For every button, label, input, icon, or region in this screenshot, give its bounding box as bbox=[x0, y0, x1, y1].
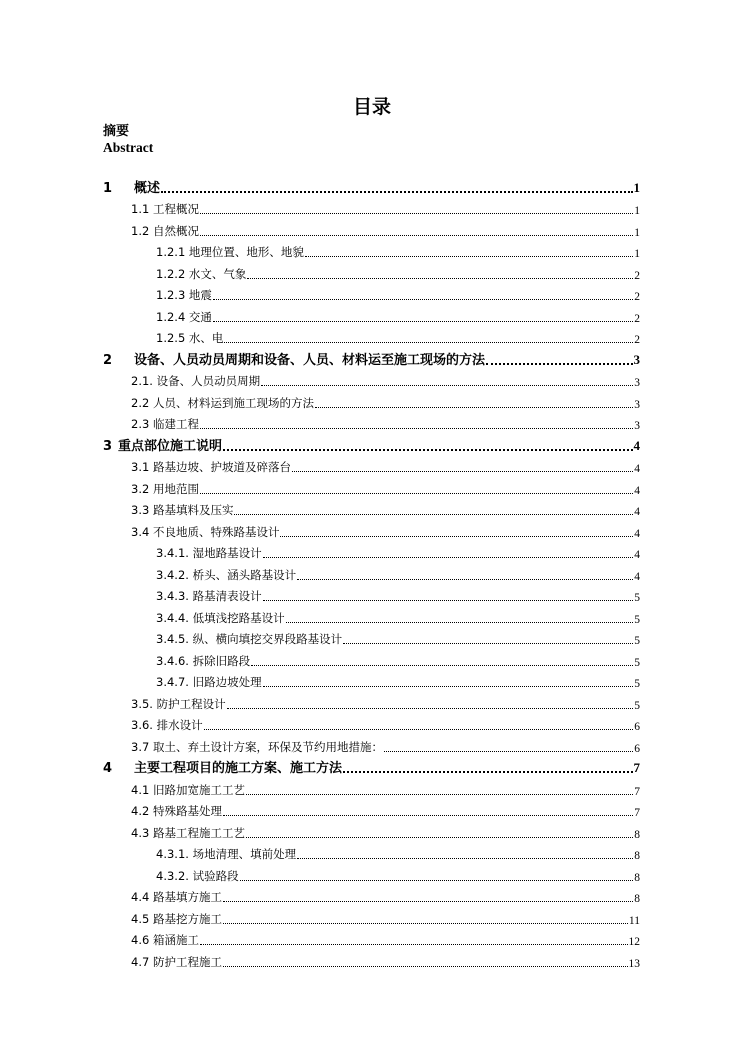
toc-entry-number: 1.2.2 bbox=[156, 266, 189, 281]
dot-leader bbox=[223, 966, 628, 967]
toc-entry[interactable] bbox=[103, 647, 640, 669]
toc-entry[interactable] bbox=[103, 948, 640, 970]
toc-entry-title: 人员、材料运到施工现场的方法 bbox=[152, 395, 314, 410]
toc-entry-page: 1 bbox=[634, 226, 640, 239]
toc-entry-title: 试验路段 bbox=[192, 868, 239, 883]
toc-entry[interactable] bbox=[103, 841, 640, 863]
toc-entry-page: 6 bbox=[634, 721, 640, 733]
toc-entry-title: 路基边坡、护坡道及碎落台 bbox=[152, 460, 291, 474]
toc-entry-number: 1.2.1 bbox=[156, 245, 189, 259]
toc-entry-title: 地理位置、地形、地貌 bbox=[188, 245, 304, 259]
toc-entry-page: 11 bbox=[628, 914, 640, 927]
toc-entry-page: 4 bbox=[634, 570, 640, 583]
dot-leader bbox=[223, 923, 628, 924]
toc-entry-title: 地震 bbox=[188, 288, 212, 302]
dot-leader bbox=[200, 428, 633, 429]
toc-entry-label bbox=[156, 631, 342, 647]
toc-entry[interactable] bbox=[103, 733, 640, 755]
dot-leader bbox=[263, 600, 634, 601]
toc-entry-label bbox=[156, 266, 246, 282]
toc-entry-label bbox=[156, 287, 212, 303]
toc-entry-page: 2 bbox=[634, 269, 640, 282]
toc-entry-title: 不良地质、特殊路基设计 bbox=[152, 524, 280, 539]
toc-entry-page: 4 bbox=[634, 549, 640, 561]
toc-entry-number: 4.3.1. bbox=[156, 847, 193, 861]
toc-entry-label bbox=[131, 717, 203, 733]
toc-entry-number: 3.1 bbox=[131, 460, 153, 474]
toc-entry-label bbox=[131, 889, 222, 905]
toc-entry[interactable] bbox=[103, 411, 640, 433]
summary-heading[interactable]: 摘要 bbox=[103, 124, 130, 139]
toc-entry-label bbox=[131, 825, 245, 841]
dot-leader bbox=[200, 213, 633, 214]
toc-entry-label bbox=[131, 782, 245, 798]
dot-leader bbox=[223, 449, 632, 451]
dot-leader bbox=[280, 536, 633, 537]
toc-entry[interactable] bbox=[103, 475, 640, 497]
toc-entry-title: 临建工程 bbox=[152, 417, 199, 431]
toc-entry-label bbox=[103, 435, 222, 454]
toc-entry-page: 12 bbox=[628, 936, 640, 948]
toc-entry-title: 设备、人员动员周期 bbox=[156, 374, 261, 388]
toc-entry-page: 4 bbox=[634, 463, 640, 475]
toc-entry-page: 4 bbox=[634, 484, 640, 497]
toc-entry-page: 1 bbox=[634, 248, 640, 260]
dot-leader bbox=[315, 407, 633, 408]
toc-entry-title: 场地清理、填前处理 bbox=[192, 847, 297, 861]
toc-entry-page: 5 bbox=[634, 635, 640, 647]
toc-entry[interactable] bbox=[103, 174, 640, 196]
dot-leader bbox=[213, 321, 633, 322]
toc-entry-number: 1.1 bbox=[131, 202, 153, 216]
toc-entry-page: 5 bbox=[634, 656, 640, 669]
toc-entry-title: 用地范围 bbox=[152, 481, 199, 496]
toc-entry-number: 4.6 bbox=[131, 933, 153, 947]
toc-entry-page: 3 bbox=[634, 377, 640, 389]
toc-entry-label bbox=[156, 846, 296, 862]
toc-entry-title: 防护工程施工 bbox=[152, 954, 222, 969]
abstract-heading[interactable]: Abstract bbox=[103, 140, 154, 155]
toc-entry-number: 3.4.4. bbox=[156, 610, 193, 625]
dot-leader bbox=[297, 858, 633, 859]
toc-entry[interactable] bbox=[103, 303, 640, 325]
toc-entry[interactable] bbox=[103, 927, 640, 949]
dot-leader bbox=[200, 235, 633, 236]
toc-entry-label bbox=[131, 524, 279, 540]
toc-entry-number: 2.2 bbox=[131, 395, 153, 410]
toc-entry-label bbox=[156, 610, 285, 626]
toc-entry-number: 3.4 bbox=[131, 524, 153, 539]
toc-entry[interactable] bbox=[103, 755, 640, 777]
toc-entry[interactable] bbox=[103, 432, 640, 454]
toc-entry-page: 1 bbox=[633, 179, 640, 195]
toc-entry-label bbox=[131, 932, 199, 948]
toc-entry-number: 3.4.1. bbox=[156, 546, 193, 560]
dot-leader bbox=[384, 751, 633, 752]
toc-entry-page: 4 bbox=[634, 527, 640, 540]
toc-entry-label bbox=[131, 459, 291, 475]
toc-entry-title: 路基填方施工 bbox=[152, 890, 222, 904]
toc-entry-page: 5 bbox=[634, 678, 640, 690]
dot-leader bbox=[234, 514, 633, 515]
toc-entry-number: 1 bbox=[103, 180, 113, 196]
dot-leader bbox=[305, 256, 633, 257]
toc-entry-page: 6 bbox=[634, 742, 640, 755]
toc-entry-number: 4.3.2. bbox=[156, 868, 193, 883]
toc-entry-number: 3.4.6. bbox=[156, 653, 193, 668]
toc-entry-title: 取土、弃土设计方案，环保及节约用地措施： bbox=[152, 739, 383, 754]
toc-entry-label bbox=[156, 674, 262, 690]
table-of-contents bbox=[103, 174, 640, 970]
toc-entry-label bbox=[156, 868, 239, 884]
toc-entry-number: 3.4.7. bbox=[156, 675, 193, 689]
toc-entry[interactable] bbox=[103, 454, 640, 476]
dot-leader bbox=[223, 901, 633, 902]
toc-entry-title: 箱涵施工 bbox=[152, 933, 199, 947]
toc-entry-page: 8 bbox=[634, 893, 640, 905]
toc-entry[interactable] bbox=[103, 819, 640, 841]
toc-entry-title: 设备、人员动员周期和设备、人员、材料运至施工现场的方法 bbox=[134, 352, 486, 368]
dot-leader bbox=[204, 729, 634, 730]
toc-entry-page: 4 bbox=[634, 506, 640, 518]
toc-entry-label bbox=[131, 395, 314, 411]
toc-entry-title: 水、电 bbox=[188, 331, 224, 345]
toc-entry-title: 路基清表设计 bbox=[192, 589, 262, 603]
toc-entry[interactable] bbox=[103, 884, 640, 906]
toc-entry[interactable] bbox=[103, 583, 640, 605]
toc-entry-title: 旧路边坡处理 bbox=[192, 675, 262, 689]
toc-entry-title: 纵、横向填挖交界段路基设计 bbox=[192, 632, 343, 646]
toc-entry[interactable] bbox=[103, 346, 640, 368]
dot-leader bbox=[161, 191, 632, 193]
toc-entry[interactable] bbox=[103, 239, 640, 261]
toc-entry-page: 5 bbox=[634, 613, 640, 626]
toc-entry[interactable] bbox=[103, 217, 640, 239]
toc-entry[interactable] bbox=[103, 389, 640, 411]
toc-entry-page: 2 bbox=[634, 334, 640, 346]
dot-leader bbox=[251, 665, 633, 666]
dot-leader bbox=[200, 944, 628, 945]
toc-entry-number: 3.4.2. bbox=[156, 567, 193, 582]
toc-entry-label bbox=[156, 567, 296, 583]
toc-entry[interactable] bbox=[103, 776, 640, 798]
dot-leader bbox=[263, 557, 634, 558]
toc-entry-page: 8 bbox=[634, 871, 640, 884]
toc-entry-number: 3.6. bbox=[131, 718, 157, 732]
toc-entry-page: 13 bbox=[628, 957, 640, 970]
dot-leader bbox=[261, 385, 633, 386]
toc-entry-title: 桥头、涵头路基设计 bbox=[192, 567, 297, 582]
toc-entry-label bbox=[131, 373, 260, 389]
toc-entry-title: 路基工程施工工艺 bbox=[152, 825, 245, 840]
toc-entry-title: 水文、气象 bbox=[188, 266, 247, 281]
toc-entry-title: 拆除旧路段 bbox=[192, 653, 251, 668]
toc-entry-title: 交通 bbox=[188, 309, 212, 324]
toc-entry-title: 低填浅挖路基设计 bbox=[192, 610, 285, 625]
toc-entry[interactable] bbox=[103, 604, 640, 626]
dot-leader bbox=[247, 278, 633, 279]
toc-entry-title: 排水设计 bbox=[156, 718, 203, 732]
toc-entry-page: 8 bbox=[634, 850, 640, 862]
toc-entry-page: 5 bbox=[634, 699, 640, 712]
toc-entry-number: 4.2 bbox=[131, 804, 153, 818]
toc-entry-page: 7 bbox=[633, 760, 640, 775]
toc-entry-number: 1.2 bbox=[131, 223, 153, 238]
dot-leader bbox=[227, 708, 634, 709]
toc-entry-label bbox=[156, 244, 304, 260]
toc-entry-number: 3.4.5. bbox=[156, 632, 193, 646]
toc-entry[interactable] bbox=[103, 325, 640, 347]
toc-entry-page: 2 bbox=[634, 291, 640, 303]
toc-entry[interactable] bbox=[103, 196, 640, 218]
toc-entry-label bbox=[156, 588, 262, 604]
toc-entry-number: 3.2 bbox=[131, 481, 153, 496]
toc-entry-title: 主要工程项目的施工方案、施工方法 bbox=[134, 761, 343, 776]
toc-entry[interactable] bbox=[103, 518, 640, 540]
toc-entry[interactable] bbox=[103, 905, 640, 927]
toc-entry-number: 3.5. bbox=[131, 696, 157, 711]
toc-entry-title: 工程概况 bbox=[152, 202, 199, 216]
toc-entry-number: 4 bbox=[103, 761, 113, 776]
toc-entry-label bbox=[131, 739, 383, 755]
toc-entry-title: 路基挖方施工 bbox=[152, 911, 222, 926]
toc-entry[interactable] bbox=[103, 540, 640, 562]
dot-leader bbox=[213, 299, 633, 300]
toc-entry[interactable] bbox=[103, 282, 640, 304]
toc-entry-label bbox=[131, 416, 199, 432]
toc-entry-title: 路基填料及压实 bbox=[152, 503, 234, 517]
dot-leader bbox=[486, 363, 632, 365]
toc-entry-number: 3.4.3. bbox=[156, 589, 193, 603]
dot-leader bbox=[246, 837, 633, 838]
toc-entry-label bbox=[131, 223, 199, 239]
toc-entry-number: 4.4 bbox=[131, 890, 153, 904]
toc-entry-number: 4.1 bbox=[131, 782, 153, 797]
toc-entry-number: 3.7 bbox=[131, 739, 153, 754]
toc-entry-label bbox=[156, 330, 223, 346]
dot-leader bbox=[223, 815, 633, 816]
toc-entry-title: 旧路加宽施工工艺 bbox=[152, 782, 245, 797]
toc-entry-page: 2 bbox=[634, 312, 640, 325]
toc-entry-title: 自然概况 bbox=[152, 223, 199, 238]
dot-leader bbox=[297, 579, 633, 580]
toc-entry-number: 1.2.5 bbox=[156, 331, 189, 345]
toc-entry-title: 重点部位施工说明 bbox=[118, 438, 223, 454]
toc-entry-page: 3 bbox=[634, 420, 640, 432]
dot-leader bbox=[343, 771, 632, 773]
dot-leader bbox=[224, 342, 633, 343]
dot-leader bbox=[286, 622, 634, 623]
dot-leader bbox=[200, 493, 633, 494]
toc-entry-label bbox=[131, 481, 199, 497]
toc-entry-page: 3 bbox=[633, 351, 640, 367]
toc-entry-label bbox=[131, 954, 222, 970]
toc-entry[interactable] bbox=[103, 669, 640, 691]
toc-entry-title: 特殊路基处理 bbox=[152, 804, 222, 818]
toc-entry-label bbox=[131, 911, 222, 927]
toc-entry-number: 4.7 bbox=[131, 954, 153, 969]
toc-entry-number: 3.3 bbox=[131, 503, 153, 517]
dot-leader bbox=[246, 794, 633, 795]
toc-entry-title: 湿地路基设计 bbox=[192, 546, 262, 560]
toc-entry-number: 1.2.4 bbox=[156, 309, 189, 324]
toc-entry-page: 4 bbox=[633, 437, 640, 453]
toc-entry-page: 3 bbox=[634, 398, 640, 411]
toc-entry-label bbox=[156, 653, 250, 669]
toc-entry-label bbox=[131, 201, 199, 217]
toc-entry-number: 1.2.3 bbox=[156, 288, 189, 302]
toc-entry[interactable] bbox=[103, 626, 640, 648]
page-title: 目录 bbox=[352, 96, 391, 118]
toc-entry-page: 7 bbox=[634, 807, 640, 819]
toc-entry[interactable] bbox=[103, 862, 640, 884]
toc-entry-label bbox=[103, 757, 342, 776]
toc-entry-page: 1 bbox=[634, 205, 640, 217]
toc-entry[interactable] bbox=[103, 690, 640, 712]
dot-leader bbox=[292, 471, 633, 472]
toc-entry-page: 5 bbox=[634, 592, 640, 604]
dot-leader bbox=[343, 643, 633, 644]
dot-leader bbox=[263, 686, 634, 687]
toc-entry-label bbox=[156, 309, 212, 325]
toc-entry[interactable] bbox=[103, 561, 640, 583]
toc-entry-label bbox=[103, 177, 160, 196]
toc-entry-label bbox=[156, 545, 262, 561]
toc-entry-label bbox=[131, 502, 233, 518]
toc-entry-page: 7 bbox=[634, 785, 640, 798]
toc-entry-title: 防护工程设计 bbox=[156, 696, 226, 711]
toc-entry-number: 2 bbox=[103, 352, 113, 368]
toc-entry-label bbox=[131, 803, 222, 819]
toc-entry[interactable] bbox=[103, 260, 640, 282]
toc-entry-title: 概述 bbox=[134, 180, 161, 196]
toc-entry[interactable] bbox=[103, 497, 640, 519]
toc-entry[interactable] bbox=[103, 368, 640, 390]
toc-entry-number: 4.5 bbox=[131, 911, 153, 926]
toc-entry-number: 2.1. bbox=[131, 374, 157, 388]
toc-entry-number: 3 bbox=[103, 438, 113, 454]
toc-entry-label bbox=[131, 696, 226, 712]
toc-entry-label bbox=[103, 349, 485, 368]
toc-entry-number: 2.3 bbox=[131, 417, 153, 431]
dot-leader bbox=[240, 880, 634, 881]
toc-entry[interactable] bbox=[103, 712, 640, 734]
toc-entry-page: 8 bbox=[634, 828, 640, 841]
toc-entry[interactable] bbox=[103, 798, 640, 820]
toc-entry-number: 4.3 bbox=[131, 825, 153, 840]
